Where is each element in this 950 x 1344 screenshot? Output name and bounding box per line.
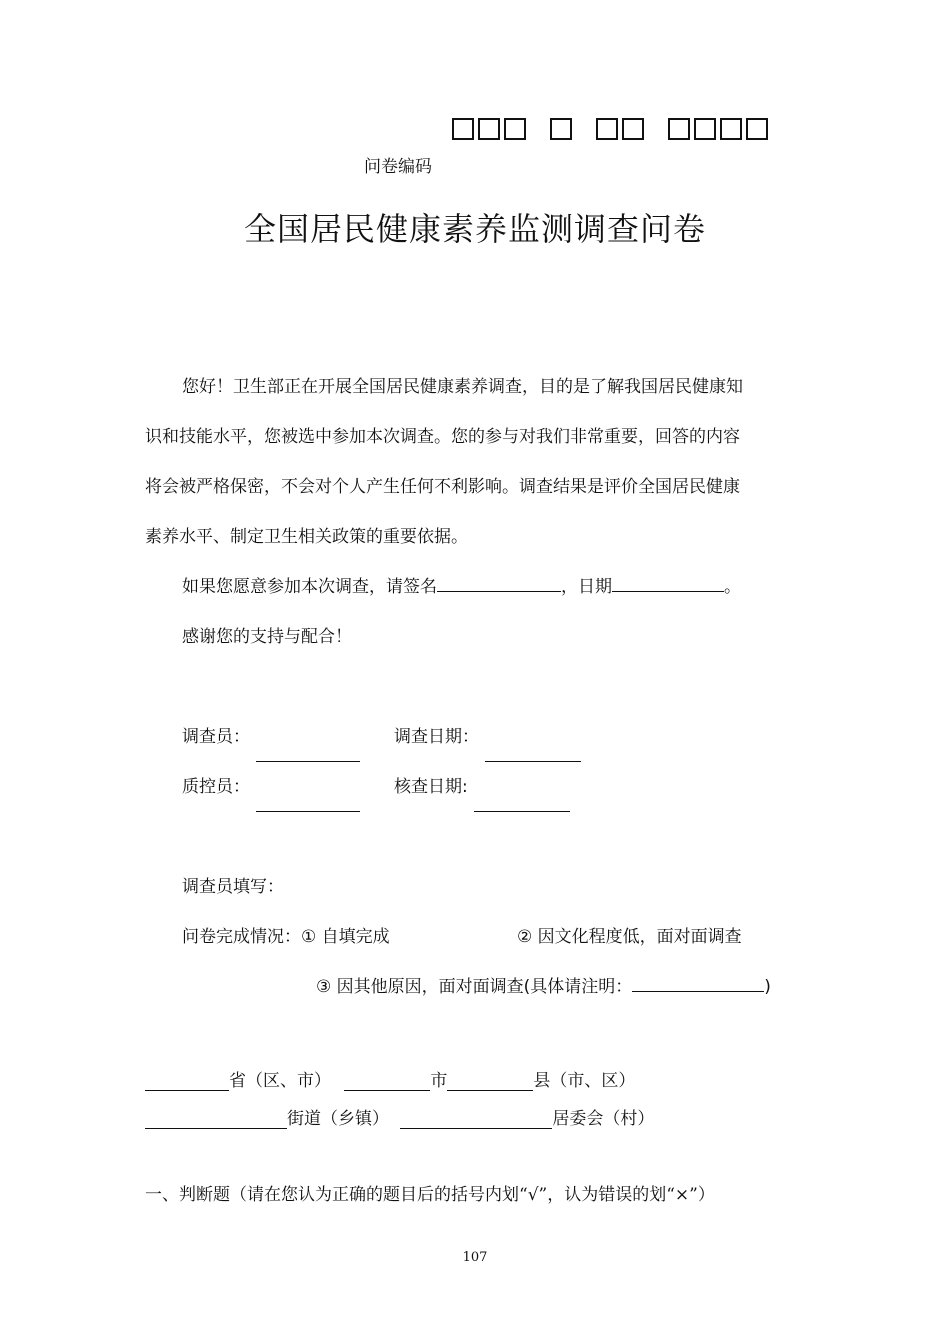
city-label: 市 <box>430 1071 448 1091</box>
code-box[interactable] <box>694 118 716 140</box>
consent-prefix: 如果您愿意参加本次调查，请签名 <box>182 577 437 597</box>
street-label: 街道（乡镇） <box>287 1109 389 1129</box>
intro-line-2: 识和技能水平，您被选中参加本次调查。您的参与对我们非常重要，回答的内容 <box>145 427 740 447</box>
code-box[interactable] <box>622 118 644 140</box>
check-date-field[interactable] <box>474 793 570 812</box>
page-number: 107 <box>462 1250 488 1265</box>
completion-label: 问卷完成情况： <box>182 927 301 947</box>
check-date-row <box>394 762 570 812</box>
consent-date-label: ，日期 <box>561 577 612 597</box>
intro-line-4: 素养水平、制定卫生相关政策的重要依据。 <box>145 527 468 547</box>
option-other-end: ) <box>764 977 771 997</box>
option-self-filled[interactable]: ① 自填完成 <box>301 927 390 947</box>
survey-date-row <box>394 712 581 762</box>
consent-line <box>182 562 741 612</box>
code-box[interactable] <box>746 118 768 140</box>
code-box[interactable] <box>452 118 474 140</box>
other-reason-field[interactable] <box>632 990 764 992</box>
intro-line-3: 将会被严格保密，不会对个人产生任何不利影响。调查结果是评价全国居民健康 <box>145 477 740 497</box>
code-box[interactable] <box>668 118 690 140</box>
county-field[interactable] <box>447 1070 533 1091</box>
intro-line-1: 您好！卫生部正在开展全国居民健康素养调查，目的是了解我国居民健康知 <box>182 377 743 397</box>
survey-date-field[interactable] <box>485 743 581 762</box>
code-box[interactable] <box>720 118 742 140</box>
committee-label: 居委会（村） <box>552 1109 655 1129</box>
code-box[interactable] <box>550 118 572 140</box>
qc-label: 质控员： <box>182 777 250 797</box>
consent-end: 。 <box>724 577 741 597</box>
investigator-label: 调查员： <box>182 727 250 747</box>
document-title: 全国居民健康素养监测调查问卷 <box>243 210 706 248</box>
fill-heading: 调查员填写： <box>182 877 284 897</box>
option-other-reason[interactable]: ③ 因其他原因，面对面调查(具体请注明： <box>316 977 633 997</box>
province-label: 省（区、市） <box>229 1071 331 1091</box>
address-row-2 <box>145 1104 654 1129</box>
option-other-reason-row <box>316 962 771 1012</box>
signature-field[interactable] <box>437 590 561 592</box>
qc-row <box>182 762 360 812</box>
investigator-row <box>182 712 360 762</box>
check-date-label: 核查日期: <box>394 777 468 797</box>
questionnaire-code-boxes[interactable] <box>452 114 772 144</box>
city-field[interactable] <box>344 1070 430 1091</box>
option-low-education[interactable]: ② 因文化程度低，面对面调查 <box>517 927 742 947</box>
date-field[interactable] <box>612 590 724 592</box>
completion-row <box>182 912 390 962</box>
code-label: 问卷编码 <box>364 157 432 177</box>
address-row-1 <box>145 1066 635 1091</box>
committee-field[interactable] <box>400 1108 552 1129</box>
survey-date-label: 调查日期： <box>394 727 479 747</box>
qc-field[interactable] <box>256 793 360 812</box>
section-1-heading: 一、判断题（请在您认为正确的题目后的括号内划“√”，认为错误的划“×”） <box>145 1185 715 1205</box>
street-field[interactable] <box>145 1108 287 1129</box>
code-box[interactable] <box>504 118 526 140</box>
investigator-field[interactable] <box>256 743 360 762</box>
thanks-text: 感谢您的支持与配合！ <box>182 627 352 647</box>
code-box[interactable] <box>596 118 618 140</box>
code-box[interactable] <box>478 118 500 140</box>
province-field[interactable] <box>145 1070 229 1091</box>
county-label: 县（市、区） <box>533 1071 636 1091</box>
